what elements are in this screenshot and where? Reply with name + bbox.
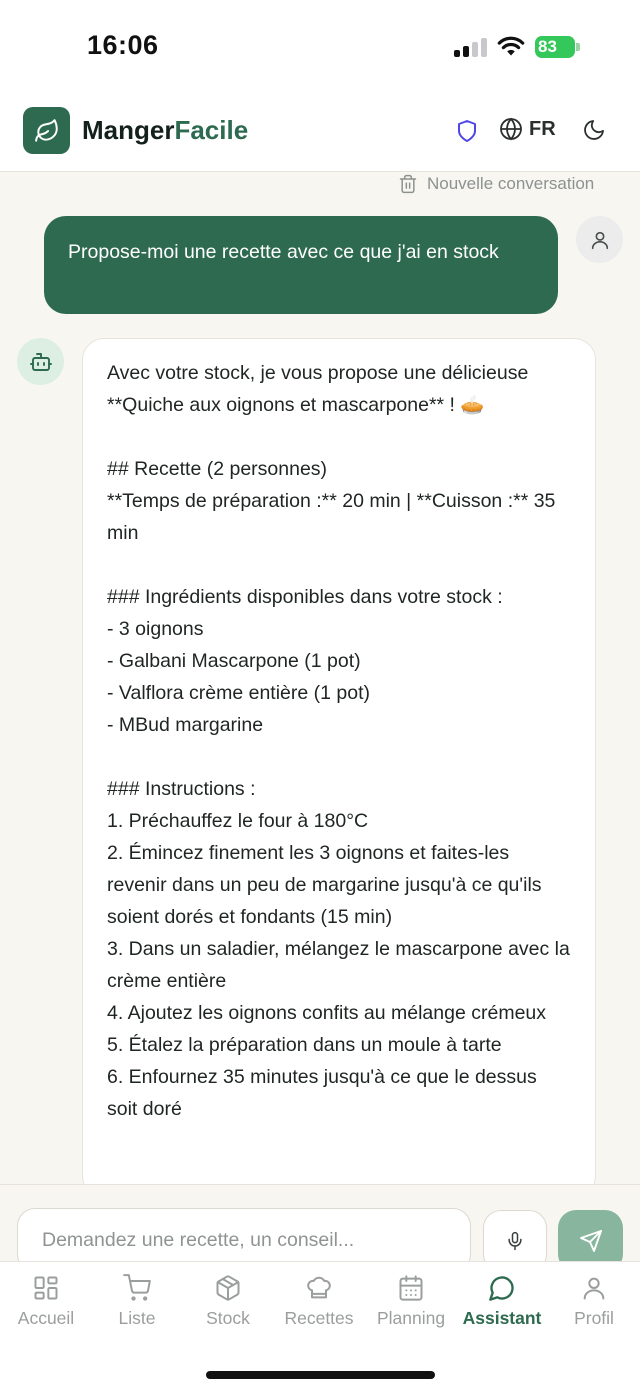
box-icon <box>214 1274 242 1302</box>
status-time: 16:06 <box>87 30 159 60</box>
language-label: FR <box>529 117 556 140</box>
chef-hat-icon <box>305 1274 333 1302</box>
wifi-icon <box>497 35 525 57</box>
brand-name-part2: Facile <box>174 115 249 145</box>
new-conversation-label: Nouvelle conversation <box>427 174 595 193</box>
tab-label: Stock <box>206 1308 250 1328</box>
signal-icon <box>454 37 486 57</box>
microphone-icon <box>505 1229 525 1253</box>
tab-label: Planning <box>376 1308 446 1328</box>
language-switcher[interactable] <box>499 117 556 141</box>
assistant-message: Avec votre stock, je vous propose une délicieuse **Quiche aux oignons et mascarpone** ! 🥧 ## Recette (2 personnes) **Temps de préparation :** 20 min | **Cuisson :** 35 min ### Ingrédients disponibles dans votre stock : - 3 oignons - Galbani Mascarpone (1 pot) - Valflora crème entière (1 pot) - MBud margarine ### Instructions : 1. Préchauffez le four à 180°C 2. Émincez finement les 3 oignons et faites-les revenir dans un peu de margarine jusqu'à ce qu'ils soient dorés et fondants (15 min) 3. Dans un saladier, mélangez le mascarpone avec la crème entière 4. Ajoutez les oignons confits au mélange crémeux 5. Étalez la préparation dans un moule à tarte 6. Enfournez 35 minutes jusqu'à ce que le dessus soit doré <box>82 338 596 1198</box>
brand-name-part1: Manger <box>82 115 175 145</box>
trash-icon <box>398 173 418 195</box>
user-avatar <box>576 216 623 263</box>
tab-stock[interactable] <box>182 1274 274 1329</box>
shield-icon[interactable] <box>455 118 479 144</box>
tab-profil[interactable] <box>548 1274 640 1329</box>
leaf-icon <box>34 118 60 144</box>
tab-liste[interactable] <box>91 1274 183 1329</box>
bot-icon <box>29 350 53 374</box>
cart-icon <box>123 1274 151 1302</box>
tab-recettes[interactable] <box>273 1274 365 1329</box>
battery-indicator <box>535 36 575 58</box>
tab-label: Profil <box>574 1308 614 1328</box>
app-logo[interactable] <box>23 107 70 154</box>
tab-accueil[interactable] <box>0 1274 92 1329</box>
calendar-icon <box>397 1274 425 1302</box>
send-icon <box>579 1229 603 1253</box>
home-indicator <box>206 1371 435 1379</box>
new-conversation-button[interactable] <box>398 172 594 196</box>
message-composer <box>0 1184 640 1262</box>
tab-label: Liste <box>118 1308 156 1328</box>
status-bar <box>0 0 640 90</box>
tab-planning[interactable] <box>365 1274 457 1329</box>
battery-cap <box>576 43 580 51</box>
grid-icon <box>32 1274 60 1302</box>
globe-icon <box>499 117 523 141</box>
tab-label: Assistant <box>462 1308 542 1328</box>
tab-label: Accueil <box>17 1308 75 1328</box>
user-icon <box>589 229 611 251</box>
app-header <box>0 90 640 172</box>
chat-icon <box>488 1274 516 1302</box>
app-brand <box>82 115 248 146</box>
assistant-avatar <box>17 338 64 385</box>
user-message: Propose-moi une recette avec ce que j'ai en stock <box>44 216 558 314</box>
moon-icon[interactable] <box>582 118 606 142</box>
battery-level: 83 <box>538 37 557 56</box>
tab-assistant[interactable] <box>456 1274 548 1329</box>
tab-label: Recettes <box>284 1308 354 1328</box>
user-icon <box>580 1274 608 1302</box>
